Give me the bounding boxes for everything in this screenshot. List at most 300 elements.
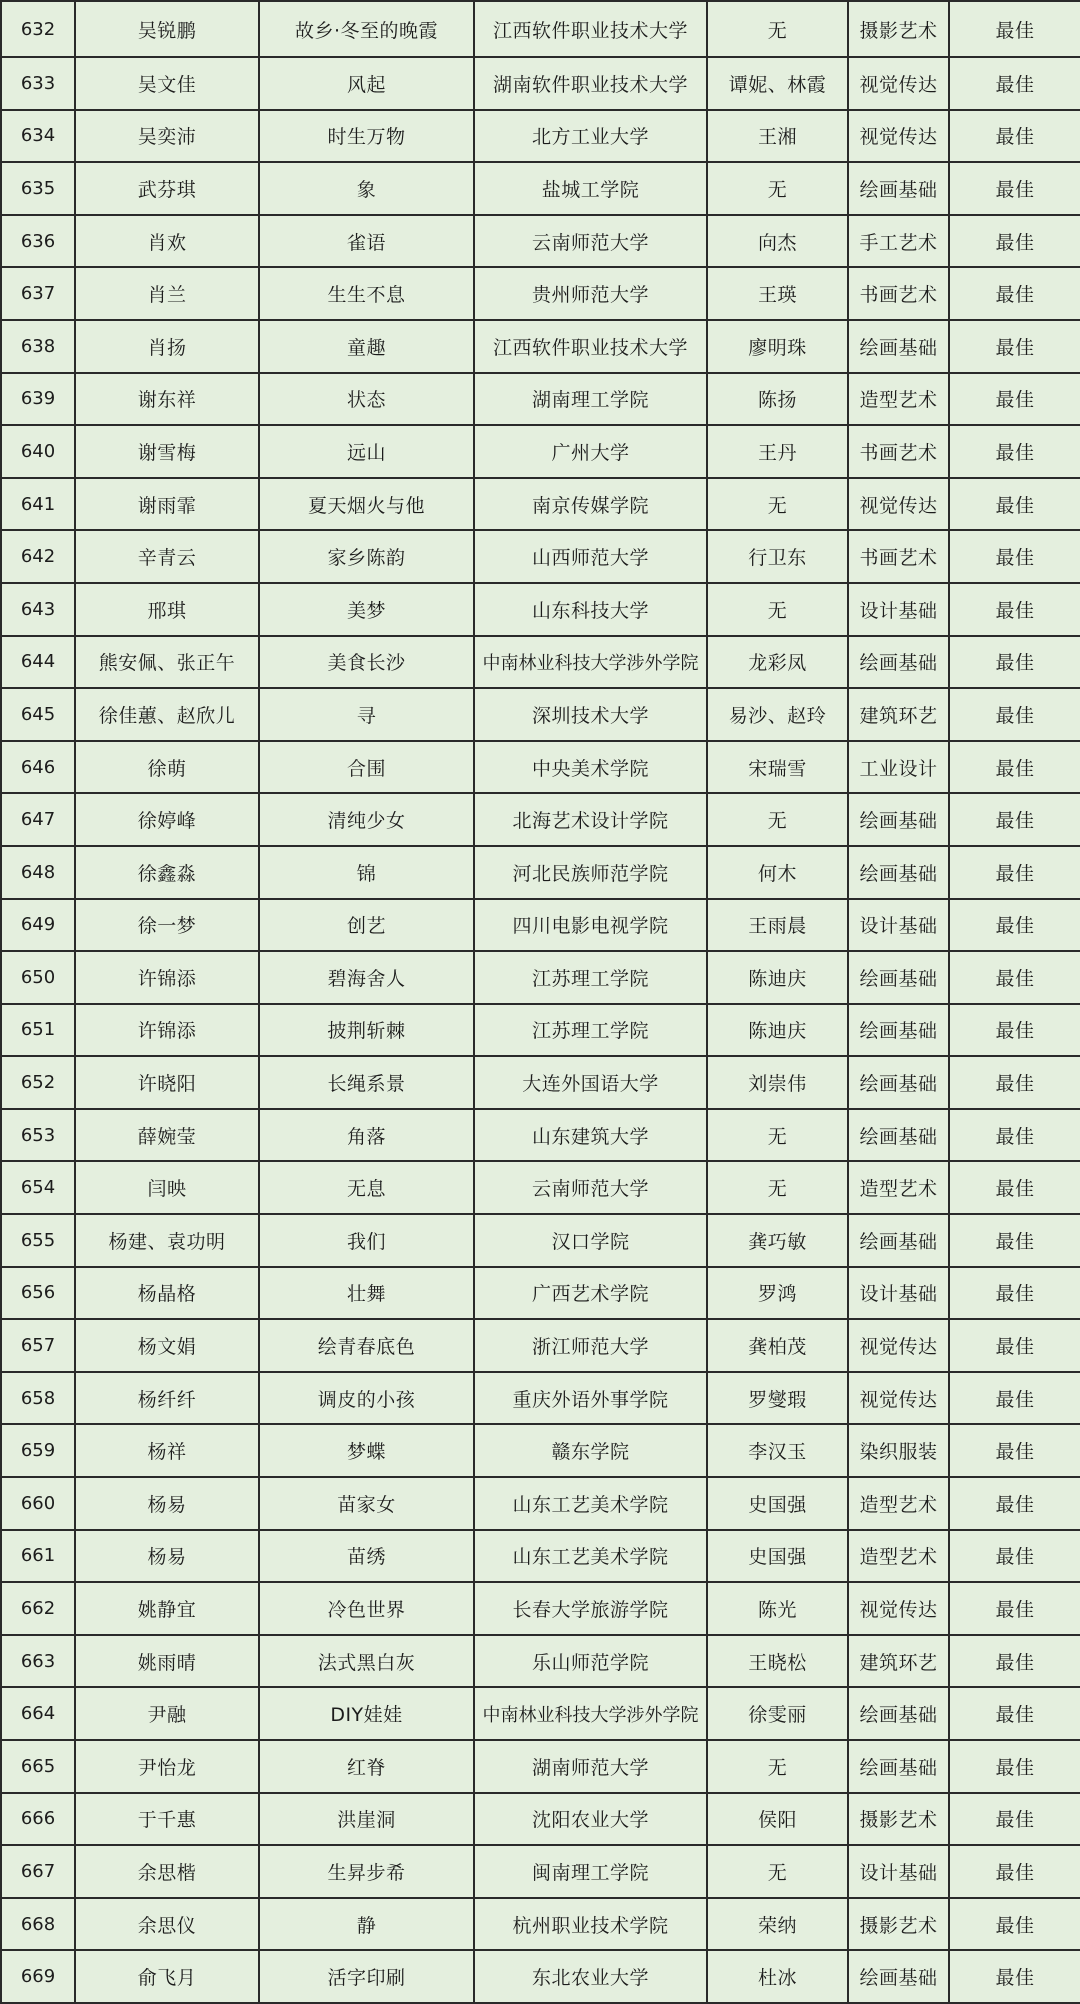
author-name: 谢雨霏 xyxy=(75,478,259,531)
entry-number: 667 xyxy=(1,1845,75,1898)
award-level: 最佳 xyxy=(949,478,1080,531)
table-row xyxy=(1,373,1080,426)
entry-number: 642 xyxy=(1,530,75,583)
author-name: 许锦添 xyxy=(75,1004,259,1057)
table-row xyxy=(1,1793,1080,1846)
author-name: 杨纤纤 xyxy=(75,1372,259,1425)
entry-number: 633 xyxy=(1,57,75,110)
table-row xyxy=(1,1635,1080,1688)
award-level: 最佳 xyxy=(949,1214,1080,1267)
table-row xyxy=(1,1056,1080,1109)
award-level: 最佳 xyxy=(949,267,1080,320)
mentor-name: 侯阳 xyxy=(707,1793,848,1846)
category-name: 视觉传达 xyxy=(848,110,949,163)
category-name: 绘画基础 xyxy=(848,636,949,689)
work-title: 风起 xyxy=(259,57,474,110)
work-title: 角落 xyxy=(259,1109,474,1162)
author-name: 姚静宜 xyxy=(75,1582,259,1635)
school-name: 中南林业科技大学涉外学院 xyxy=(474,1687,707,1740)
category-name: 视觉传达 xyxy=(848,1372,949,1425)
school-name: 南京传媒学院 xyxy=(474,478,707,531)
category-name: 绘画基础 xyxy=(848,1056,949,1109)
entry-number: 653 xyxy=(1,1109,75,1162)
category-name: 工业设计 xyxy=(848,741,949,794)
table-row xyxy=(1,1109,1080,1162)
table-row xyxy=(1,215,1080,268)
author-name: 于千惠 xyxy=(75,1793,259,1846)
work-title: 生昇步希 xyxy=(259,1845,474,1898)
school-name: 山东工艺美术学院 xyxy=(474,1477,707,1530)
award-level: 最佳 xyxy=(949,1845,1080,1898)
author-name: 杨建、袁功明 xyxy=(75,1214,259,1267)
work-title: 锦 xyxy=(259,846,474,899)
entry-number: 665 xyxy=(1,1740,75,1793)
mentor-name: 无 xyxy=(707,583,848,636)
table-row xyxy=(1,1687,1080,1740)
mentor-name: 王瑛 xyxy=(707,267,848,320)
work-title: 活字印刷 xyxy=(259,1950,474,2003)
table-row xyxy=(1,1004,1080,1057)
author-name: 许晓阳 xyxy=(75,1056,259,1109)
mentor-name: 陈扬 xyxy=(707,373,848,426)
entry-number: 656 xyxy=(1,1267,75,1320)
author-name: 吴文佳 xyxy=(75,57,259,110)
mentor-name: 无 xyxy=(707,1845,848,1898)
entry-number: 651 xyxy=(1,1004,75,1057)
school-name: 闽南理工学院 xyxy=(474,1845,707,1898)
table-row xyxy=(1,1477,1080,1530)
entry-number: 649 xyxy=(1,899,75,952)
award-level: 最佳 xyxy=(949,1424,1080,1477)
mentor-name: 何木 xyxy=(707,846,848,899)
mentor-name: 杜冰 xyxy=(707,1950,848,2003)
author-name: 徐一梦 xyxy=(75,899,259,952)
category-name: 书画艺术 xyxy=(848,530,949,583)
award-level: 最佳 xyxy=(949,530,1080,583)
school-name: 大连外国语大学 xyxy=(474,1056,707,1109)
category-name: 书画艺术 xyxy=(848,267,949,320)
category-name: 绘画基础 xyxy=(848,1740,949,1793)
work-title: 苗绣 xyxy=(259,1530,474,1583)
school-name: 乐山师范学院 xyxy=(474,1635,707,1688)
entry-number: 637 xyxy=(1,267,75,320)
award-level: 最佳 xyxy=(949,320,1080,373)
mentor-name: 无 xyxy=(707,1109,848,1162)
mentor-name: 王雨晨 xyxy=(707,899,848,952)
author-name: 杨祥 xyxy=(75,1424,259,1477)
category-name: 建筑环艺 xyxy=(848,1635,949,1688)
category-name: 书画艺术 xyxy=(848,425,949,478)
entry-number: 635 xyxy=(1,162,75,215)
school-name: 河北民族师范学院 xyxy=(474,846,707,899)
school-name: 湖南师范大学 xyxy=(474,1740,707,1793)
school-name: 山东工艺美术学院 xyxy=(474,1530,707,1583)
category-name: 视觉传达 xyxy=(848,478,949,531)
author-name: 闫映 xyxy=(75,1161,259,1214)
school-name: 中南林业科技大学涉外学院 xyxy=(474,636,707,689)
author-name: 徐鑫淼 xyxy=(75,846,259,899)
author-name: 尹怡龙 xyxy=(75,1740,259,1793)
school-name: 江苏理工学院 xyxy=(474,951,707,1004)
award-level: 最佳 xyxy=(949,1,1080,57)
mentor-name: 王湘 xyxy=(707,110,848,163)
entry-number: 669 xyxy=(1,1950,75,2003)
award-level: 最佳 xyxy=(949,899,1080,952)
mentor-name: 荣纳 xyxy=(707,1898,848,1951)
school-name: 杭州职业技术学院 xyxy=(474,1898,707,1951)
school-name: 长春大学旅游学院 xyxy=(474,1582,707,1635)
entry-number: 664 xyxy=(1,1687,75,1740)
entry-number: 645 xyxy=(1,688,75,741)
mentor-name: 谭妮、林霞 xyxy=(707,57,848,110)
author-name: 徐佳蕙、赵欣儿 xyxy=(75,688,259,741)
school-name: 山东科技大学 xyxy=(474,583,707,636)
award-level: 最佳 xyxy=(949,1687,1080,1740)
author-name: 薛婉莹 xyxy=(75,1109,259,1162)
table-row xyxy=(1,951,1080,1004)
school-name: 沈阳农业大学 xyxy=(474,1793,707,1846)
mentor-name: 无 xyxy=(707,162,848,215)
mentor-name: 龚柏茂 xyxy=(707,1319,848,1372)
work-title: 夏天烟火与他 xyxy=(259,478,474,531)
award-level: 最佳 xyxy=(949,846,1080,899)
category-name: 绘画基础 xyxy=(848,162,949,215)
school-name: 山东建筑大学 xyxy=(474,1109,707,1162)
work-title: 调皮的小孩 xyxy=(259,1372,474,1425)
work-title: 合围 xyxy=(259,741,474,794)
table-row xyxy=(1,1267,1080,1320)
author-name: 辛青云 xyxy=(75,530,259,583)
school-name: 四川电影电视学院 xyxy=(474,899,707,952)
school-name: 赣东学院 xyxy=(474,1424,707,1477)
entry-number: 636 xyxy=(1,215,75,268)
work-title: 苗家女 xyxy=(259,1477,474,1530)
category-name: 造型艺术 xyxy=(848,1530,949,1583)
mentor-name: 陈光 xyxy=(707,1582,848,1635)
category-name: 建筑环艺 xyxy=(848,688,949,741)
entry-number: 657 xyxy=(1,1319,75,1372)
table-row xyxy=(1,1530,1080,1583)
award-level: 最佳 xyxy=(949,741,1080,794)
award-level: 最佳 xyxy=(949,688,1080,741)
table-row xyxy=(1,793,1080,846)
school-name: 北方工业大学 xyxy=(474,110,707,163)
work-title: 绘青春底色 xyxy=(259,1319,474,1372)
award-level: 最佳 xyxy=(949,110,1080,163)
category-name: 设计基础 xyxy=(848,1845,949,1898)
author-name: 肖兰 xyxy=(75,267,259,320)
entry-number: 644 xyxy=(1,636,75,689)
entry-number: 632 xyxy=(1,1,75,57)
mentor-name: 龚巧敏 xyxy=(707,1214,848,1267)
author-name: 武芬琪 xyxy=(75,162,259,215)
entry-number: 647 xyxy=(1,793,75,846)
category-name: 设计基础 xyxy=(848,583,949,636)
table-row xyxy=(1,1424,1080,1477)
table-row xyxy=(1,267,1080,320)
category-name: 造型艺术 xyxy=(848,373,949,426)
award-level: 最佳 xyxy=(949,1004,1080,1057)
entry-number: 641 xyxy=(1,478,75,531)
entry-number: 640 xyxy=(1,425,75,478)
entry-number: 660 xyxy=(1,1477,75,1530)
entry-number: 663 xyxy=(1,1635,75,1688)
work-title: 创艺 xyxy=(259,899,474,952)
mentor-name: 无 xyxy=(707,1740,848,1793)
award-level: 最佳 xyxy=(949,1161,1080,1214)
work-title: 梦蝶 xyxy=(259,1424,474,1477)
author-name: 俞飞月 xyxy=(75,1950,259,2003)
school-name: 广西艺术学院 xyxy=(474,1267,707,1320)
category-name: 绘画基础 xyxy=(848,1950,949,2003)
entry-number: 639 xyxy=(1,373,75,426)
category-name: 绘画基础 xyxy=(848,1214,949,1267)
author-name: 杨文娟 xyxy=(75,1319,259,1372)
work-title: 雀语 xyxy=(259,215,474,268)
table-row xyxy=(1,1,1080,57)
award-level: 最佳 xyxy=(949,1319,1080,1372)
school-name: 北海艺术设计学院 xyxy=(474,793,707,846)
work-title: 象 xyxy=(259,162,474,215)
author-name: 徐婷峰 xyxy=(75,793,259,846)
award-level: 最佳 xyxy=(949,1582,1080,1635)
mentor-name: 行卫东 xyxy=(707,530,848,583)
entry-number: 666 xyxy=(1,1793,75,1846)
award-level: 最佳 xyxy=(949,1372,1080,1425)
mentor-name: 刘崇伟 xyxy=(707,1056,848,1109)
award-level: 最佳 xyxy=(949,1950,1080,2003)
work-title: 冷色世界 xyxy=(259,1582,474,1635)
author-name: 肖扬 xyxy=(75,320,259,373)
work-title: 生生不息 xyxy=(259,267,474,320)
table-row xyxy=(1,583,1080,636)
school-name: 湖南理工学院 xyxy=(474,373,707,426)
table-row xyxy=(1,688,1080,741)
author-name: 肖欢 xyxy=(75,215,259,268)
award-level: 最佳 xyxy=(949,1530,1080,1583)
author-name: 许锦添 xyxy=(75,951,259,1004)
award-level: 最佳 xyxy=(949,1740,1080,1793)
school-name: 云南师范大学 xyxy=(474,215,707,268)
award-level: 最佳 xyxy=(949,1109,1080,1162)
author-name: 尹融 xyxy=(75,1687,259,1740)
mentor-name: 无 xyxy=(707,793,848,846)
category-name: 绘画基础 xyxy=(848,846,949,899)
award-level: 最佳 xyxy=(949,1898,1080,1951)
category-name: 绘画基础 xyxy=(848,1109,949,1162)
table-row xyxy=(1,1582,1080,1635)
table-row xyxy=(1,741,1080,794)
school-name: 江西软件职业技术大学 xyxy=(474,320,707,373)
entry-number: 661 xyxy=(1,1530,75,1583)
table-row xyxy=(1,899,1080,952)
mentor-name: 廖明珠 xyxy=(707,320,848,373)
table-row xyxy=(1,846,1080,899)
author-name: 余思仪 xyxy=(75,1898,259,1951)
table-row xyxy=(1,320,1080,373)
mentor-name: 李汉玉 xyxy=(707,1424,848,1477)
table-row xyxy=(1,110,1080,163)
entry-number: 662 xyxy=(1,1582,75,1635)
work-title: 家乡陈韵 xyxy=(259,530,474,583)
work-title: DIY娃娃 xyxy=(259,1687,474,1740)
school-name: 东北农业大学 xyxy=(474,1950,707,2003)
table-row xyxy=(1,1214,1080,1267)
category-name: 绘画基础 xyxy=(848,1004,949,1057)
award-level: 最佳 xyxy=(949,951,1080,1004)
author-name: 吴锐鹏 xyxy=(75,1,259,57)
author-name: 邢琪 xyxy=(75,583,259,636)
category-name: 视觉传达 xyxy=(848,57,949,110)
school-name: 中央美术学院 xyxy=(474,741,707,794)
award-level: 最佳 xyxy=(949,1267,1080,1320)
award-level: 最佳 xyxy=(949,1635,1080,1688)
category-name: 摄影艺术 xyxy=(848,1793,949,1846)
mentor-name: 陈迪庆 xyxy=(707,1004,848,1057)
work-title: 清纯少女 xyxy=(259,793,474,846)
award-level: 最佳 xyxy=(949,162,1080,215)
work-title: 美食长沙 xyxy=(259,636,474,689)
work-title: 无息 xyxy=(259,1161,474,1214)
work-title: 碧海舍人 xyxy=(259,951,474,1004)
mentor-name: 王丹 xyxy=(707,425,848,478)
school-name: 贵州师范大学 xyxy=(474,267,707,320)
author-name: 杨晶格 xyxy=(75,1267,259,1320)
school-name: 盐城工学院 xyxy=(474,162,707,215)
table-row xyxy=(1,162,1080,215)
school-name: 湖南软件职业技术大学 xyxy=(474,57,707,110)
category-name: 摄影艺术 xyxy=(848,1,949,57)
category-name: 视觉传达 xyxy=(848,1582,949,1635)
table-row xyxy=(1,1898,1080,1951)
mentor-name: 罗燮瑕 xyxy=(707,1372,848,1425)
work-title: 法式黑白灰 xyxy=(259,1635,474,1688)
table-row xyxy=(1,425,1080,478)
category-name: 绘画基础 xyxy=(848,951,949,1004)
category-name: 摄影艺术 xyxy=(848,1898,949,1951)
work-title: 红脊 xyxy=(259,1740,474,1793)
mentor-name: 无 xyxy=(707,1,848,57)
award-level: 最佳 xyxy=(949,793,1080,846)
work-title: 我们 xyxy=(259,1214,474,1267)
mentor-name: 向杰 xyxy=(707,215,848,268)
award-level: 最佳 xyxy=(949,425,1080,478)
school-name: 江西软件职业技术大学 xyxy=(474,1,707,57)
work-title: 童趣 xyxy=(259,320,474,373)
category-name: 造型艺术 xyxy=(848,1477,949,1530)
school-name: 重庆外语外事学院 xyxy=(474,1372,707,1425)
mentor-name: 史国强 xyxy=(707,1530,848,1583)
mentor-name: 史国强 xyxy=(707,1477,848,1530)
school-name: 深圳技术大学 xyxy=(474,688,707,741)
author-name: 余思楷 xyxy=(75,1845,259,1898)
work-title: 状态 xyxy=(259,373,474,426)
entry-number: 643 xyxy=(1,583,75,636)
author-name: 熊安佩、张正午 xyxy=(75,636,259,689)
category-name: 绘画基础 xyxy=(848,1687,949,1740)
award-level: 最佳 xyxy=(949,1056,1080,1109)
author-name: 谢雪梅 xyxy=(75,425,259,478)
entry-number: 659 xyxy=(1,1424,75,1477)
table-row xyxy=(1,57,1080,110)
entry-number: 652 xyxy=(1,1056,75,1109)
entry-number: 650 xyxy=(1,951,75,1004)
table-row xyxy=(1,1319,1080,1372)
category-name: 绘画基础 xyxy=(848,320,949,373)
school-name: 山西师范大学 xyxy=(474,530,707,583)
mentor-name: 徐雯丽 xyxy=(707,1687,848,1740)
award-level: 最佳 xyxy=(949,636,1080,689)
entry-number: 646 xyxy=(1,741,75,794)
entry-number: 668 xyxy=(1,1898,75,1951)
entry-number: 655 xyxy=(1,1214,75,1267)
award-level: 最佳 xyxy=(949,1477,1080,1530)
table-row xyxy=(1,1950,1080,2003)
entry-number: 654 xyxy=(1,1161,75,1214)
mentor-name: 无 xyxy=(707,478,848,531)
school-name: 浙江师范大学 xyxy=(474,1319,707,1372)
entry-number: 634 xyxy=(1,110,75,163)
mentor-name: 宋瑞雪 xyxy=(707,741,848,794)
mentor-name: 无 xyxy=(707,1161,848,1214)
award-level: 最佳 xyxy=(949,583,1080,636)
table-row xyxy=(1,530,1080,583)
mentor-name: 罗鸿 xyxy=(707,1267,848,1320)
table-row xyxy=(1,1845,1080,1898)
table-row xyxy=(1,1372,1080,1425)
author-name: 徐萌 xyxy=(75,741,259,794)
award-level: 最佳 xyxy=(949,215,1080,268)
table-row xyxy=(1,1740,1080,1793)
category-name: 造型艺术 xyxy=(848,1161,949,1214)
award-level: 最佳 xyxy=(949,57,1080,110)
author-name: 吴奕沛 xyxy=(75,110,259,163)
work-title: 寻 xyxy=(259,688,474,741)
table-row xyxy=(1,478,1080,531)
entry-number: 648 xyxy=(1,846,75,899)
work-title: 壮舞 xyxy=(259,1267,474,1320)
category-name: 视觉传达 xyxy=(848,1319,949,1372)
work-title: 长绳系景 xyxy=(259,1056,474,1109)
author-name: 谢东祥 xyxy=(75,373,259,426)
category-name: 手工艺术 xyxy=(848,215,949,268)
award-level: 最佳 xyxy=(949,1793,1080,1846)
work-title: 美梦 xyxy=(259,583,474,636)
school-name: 云南师范大学 xyxy=(474,1161,707,1214)
mentor-name: 陈迪庆 xyxy=(707,951,848,1004)
school-name: 江苏理工学院 xyxy=(474,1004,707,1057)
work-title: 披荆斩棘 xyxy=(259,1004,474,1057)
award-list-body xyxy=(1,1,1080,2003)
entry-number: 638 xyxy=(1,320,75,373)
author-name: 姚雨晴 xyxy=(75,1635,259,1688)
entry-number: 658 xyxy=(1,1372,75,1425)
table-row xyxy=(1,1161,1080,1214)
school-name: 广州大学 xyxy=(474,425,707,478)
mentor-name: 王晓松 xyxy=(707,1635,848,1688)
work-title: 静 xyxy=(259,1898,474,1951)
work-title: 时生万物 xyxy=(259,110,474,163)
category-name: 染织服装 xyxy=(848,1424,949,1477)
mentor-name: 易沙、赵玲 xyxy=(707,688,848,741)
author-name: 杨易 xyxy=(75,1530,259,1583)
author-name: 杨易 xyxy=(75,1477,259,1530)
school-name: 汉口学院 xyxy=(474,1214,707,1267)
award-level: 最佳 xyxy=(949,373,1080,426)
table-row xyxy=(1,636,1080,689)
work-title: 故乡·冬至的晚霞 xyxy=(259,1,474,57)
work-title: 洪崖洞 xyxy=(259,1793,474,1846)
